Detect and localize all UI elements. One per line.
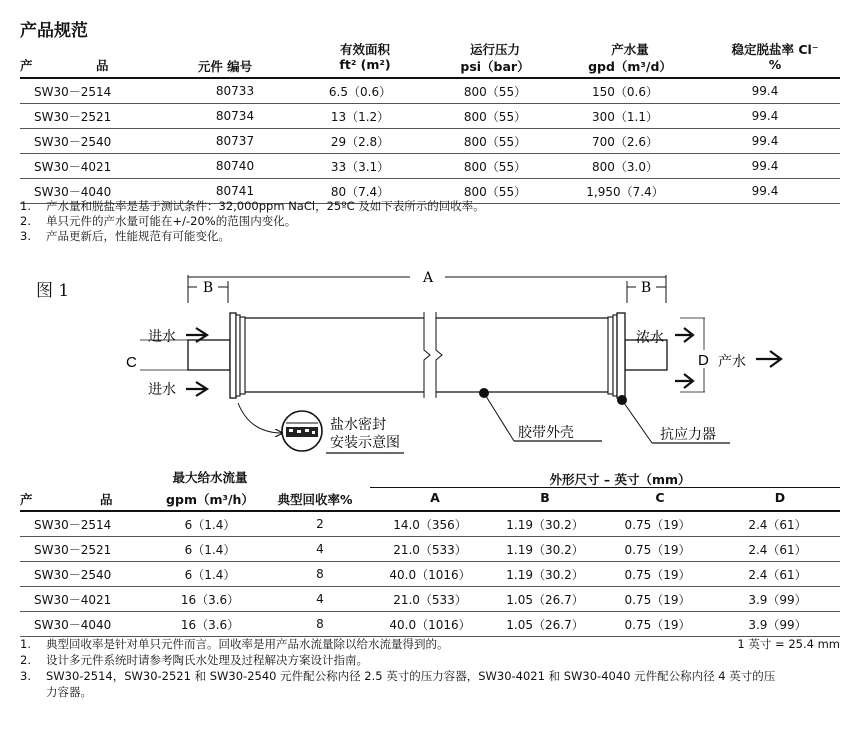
permeate-arrow [756, 351, 781, 367]
dim-table-row [20, 562, 840, 587]
feed-top-label: 进水 [148, 329, 176, 345]
spec-cell-area: 33（3.1） [330, 159, 390, 174]
dim-header-b: B [540, 490, 550, 505]
spec-cell-product: SW30－2540 [34, 134, 112, 149]
tape-wrap-label: 胶带外壳 [518, 425, 574, 441]
spec-cell-pressure: 800（55） [463, 184, 527, 199]
dim-cell-recovery: 4 [316, 592, 324, 606]
dim-table-row [20, 512, 840, 537]
dim-note-1: 1. 典型回收率是针对单只元件而言。回收率是用产品水流量除以给水流量得到的。 1 英寸 = 25.4 mm [20, 637, 840, 651]
spec-cell-part-no: 80737 [215, 134, 255, 148]
dim-cell-c: 0.75（19） [624, 617, 691, 632]
dim-cell-recovery: 8 [316, 567, 324, 581]
spec-cell-part-no: 80733 [215, 84, 255, 98]
dim-cell-recovery: 4 [316, 542, 324, 556]
spec-header-product-left: 产 [20, 58, 33, 73]
dim-table-row [20, 537, 840, 562]
spec-cell-rejection: 99.4 [751, 184, 779, 198]
spec-cell-area: 80（7.4） [330, 184, 390, 199]
spec-cell-pressure: 800（55） [463, 159, 527, 174]
dim-cell-b: 1.19（30.2） [506, 567, 584, 582]
feed-bottom-label: 进水 [148, 382, 176, 398]
dim-cell-product: SW30－4021 [34, 592, 112, 607]
dim-cell-c: 0.75（19） [624, 542, 691, 557]
dim-cell-recovery: 8 [316, 617, 324, 631]
dim-cell-max-flow: 6（1.4） [184, 517, 236, 532]
spec-cell-area: 13（1.2） [330, 109, 390, 124]
spec-cell-product: SW30－4040 [34, 184, 112, 199]
concentrate-arrow-bottom [675, 374, 693, 388]
spec-cell-rejection: 99.4 [751, 159, 779, 173]
spec-cell-rejection: 99.4 [751, 84, 779, 98]
concentrate-arrow-top [675, 328, 693, 342]
spec-header-product-right: 品 [96, 58, 109, 73]
dim-cell-d: 3.9（99） [748, 592, 807, 607]
permeate-label: 产水 [718, 354, 746, 370]
page-title: 产品规范 [20, 21, 88, 41]
spec-cell-flow: 150（0.6） [592, 84, 658, 99]
spec-table [20, 79, 840, 204]
dim-header-a: A [430, 490, 440, 505]
dim-cell-a: 40.0（1016） [389, 567, 471, 582]
dim-cell-max-flow: 6（1.4） [184, 542, 236, 557]
spec-cell-flow: 800（3.0） [592, 159, 658, 174]
spec-header-area-2: ft² (m²) [339, 57, 391, 72]
dim-cell-d: 2.4（61） [748, 567, 807, 582]
spec-cell-pressure: 800（55） [463, 134, 527, 149]
dim-cell-a: 21.0（533） [393, 592, 467, 607]
dim-cell-b: 1.05（26.7） [506, 617, 584, 632]
spec-header-pressure-2: psi（bar） [460, 59, 530, 74]
dimension-b-left-label: B [202, 280, 214, 296]
dim-cell-max-flow: 16（3.6） [180, 617, 240, 632]
dim-header-product-right: 品 [100, 492, 113, 507]
spec-cell-area: 6.5（0.6） [328, 84, 392, 99]
dim-table-row [20, 612, 840, 637]
dim-note-3-cont: 力容器。 [46, 685, 92, 699]
brine-seal-label-1: 盐水密封 [330, 417, 386, 433]
spec-header-part-no: 元件 编号 [197, 59, 253, 74]
unit-note: 1 英寸 = 25.4 mm [737, 637, 840, 651]
element-body [245, 312, 608, 398]
dim-cell-recovery: 2 [316, 517, 324, 531]
dim-cell-d: 2.4（61） [748, 542, 807, 557]
spec-cell-pressure: 800（55） [463, 109, 527, 124]
element-diagram [0, 255, 852, 465]
dimension-b-right-label: B [640, 280, 652, 296]
spec-header-area-1: 有效面积 [339, 42, 390, 57]
spec-table-row [20, 104, 840, 129]
spec-header-rejection-2: % [768, 57, 782, 72]
dim-header-group: 外形尺寸 – 英寸（mm） [549, 472, 691, 487]
dim-cell-max-flow: 6（1.4） [184, 567, 236, 582]
dim-header-recovery: 典型回收率% [277, 492, 353, 507]
dimension-d-label: D [698, 352, 709, 369]
spec-cell-part-no: 80741 [215, 184, 255, 198]
dim-header-c: C [655, 490, 665, 505]
spec-cell-product: SW30－2521 [34, 109, 112, 124]
spec-note-2: 2. 单只元件的产水量可能在+/-20%的范围内变化。 [20, 214, 297, 228]
dim-header-max-flow-2: gpm（m³/h） [166, 492, 254, 507]
dim-notes [20, 636, 840, 700]
dim-cell-c: 0.75（19） [624, 517, 691, 532]
dim-cell-b: 1.19（30.2） [506, 542, 584, 557]
spec-table-row [20, 129, 840, 154]
dim-cell-product: SW30－2521 [34, 542, 112, 557]
dim-header-max-flow-1: 最大给水流量 [172, 470, 248, 485]
spec-notes [20, 199, 485, 244]
spec-cell-flow: 300（1.1） [592, 109, 658, 124]
brine-seal-leader [238, 403, 282, 433]
anti-telescoping-label: 抗应力器 [660, 427, 716, 443]
dim-header-d: D [774, 490, 786, 505]
dim-cell-a: 21.0（533） [393, 542, 467, 557]
dim-table-row [20, 587, 840, 612]
dim-cell-a: 40.0（1016） [389, 617, 471, 632]
dimension-c-label: C [126, 354, 137, 371]
dim-cell-product: SW30－2514 [34, 517, 112, 532]
spec-cell-rejection: 99.4 [751, 134, 779, 148]
feed-tube [188, 340, 230, 370]
right-end-cap [608, 313, 625, 398]
dim-cell-max-flow: 16（3.6） [180, 592, 240, 607]
dimension-a-label: A [422, 270, 434, 286]
spec-header-flow-1: 产水量 [611, 42, 649, 57]
spec-cell-part-no: 80740 [215, 159, 255, 173]
dim-cell-b: 1.05（26.7） [506, 592, 584, 607]
brine-seal-label-2: 安装示意图 [330, 435, 400, 451]
figure-label: 图 1 [36, 281, 70, 301]
spec-cell-flow: 700（2.6） [592, 134, 658, 149]
dim-cell-product: SW30－2540 [34, 567, 112, 582]
dim-header-product-left: 产 [20, 492, 33, 507]
dim-cell-a: 14.0（356） [393, 517, 467, 532]
spec-cell-product: SW30－2514 [34, 84, 112, 99]
spec-cell-area: 29（2.8） [330, 134, 390, 149]
spec-cell-pressure: 800（55） [463, 84, 527, 99]
spec-header-flow-2: gpd（m³/d） [588, 59, 672, 74]
dim-cell-b: 1.19（30.2） [506, 517, 584, 532]
dim-group-rule [370, 487, 840, 488]
concentrate-label: 浓水 [636, 330, 664, 346]
dimension-b-right [627, 280, 666, 303]
brine-seal-icon [282, 411, 322, 451]
spec-note-3: 3. 产品更新后，性能规范有可能变化。 [20, 229, 230, 243]
dim-note-3: 3. SW30-2514，SW30-2521 和 SW30-2540 元件配公称内径 2.5 英寸的压力容器，SW30-4021 和 SW30-4040 元件配公称内径 4 英寸的压 [20, 669, 776, 683]
spec-note-1: 1. 产水量和脱盐率是基于测试条件：32,000ppm NaCl，25ºC 及如下表所示的回收率。 [20, 199, 485, 213]
spec-header-rejection-1: 稳定脱盐率 Cl⁻ [731, 42, 819, 57]
spec-cell-flow: 1,950（7.4） [586, 184, 664, 199]
dim-cell-c: 0.75（19） [624, 567, 691, 582]
spec-table-row [20, 79, 840, 104]
dim-cell-d: 3.9（99） [748, 617, 807, 632]
spec-cell-rejection: 99.4 [751, 109, 779, 123]
spec-cell-product: SW30－4021 [34, 159, 112, 174]
spec-table-row [20, 154, 840, 179]
dim-cell-d: 2.4（61） [748, 517, 807, 532]
dim-cell-product: SW30－4040 [34, 617, 112, 632]
dim-cell-c: 0.75（19） [624, 592, 691, 607]
dimension-b-left [188, 280, 228, 303]
spec-header-pressure-1: 运行压力 [469, 42, 520, 57]
feed-bottom-arrow [186, 382, 207, 396]
dim-note-2: 2. 设计多元件系统时请参考陶氏水处理及过程解决方案设计指南。 [20, 653, 368, 667]
dimension-a [188, 270, 666, 303]
spec-cell-part-no: 80734 [215, 109, 255, 123]
left-end-cap [230, 313, 245, 398]
dim-table [20, 512, 840, 637]
